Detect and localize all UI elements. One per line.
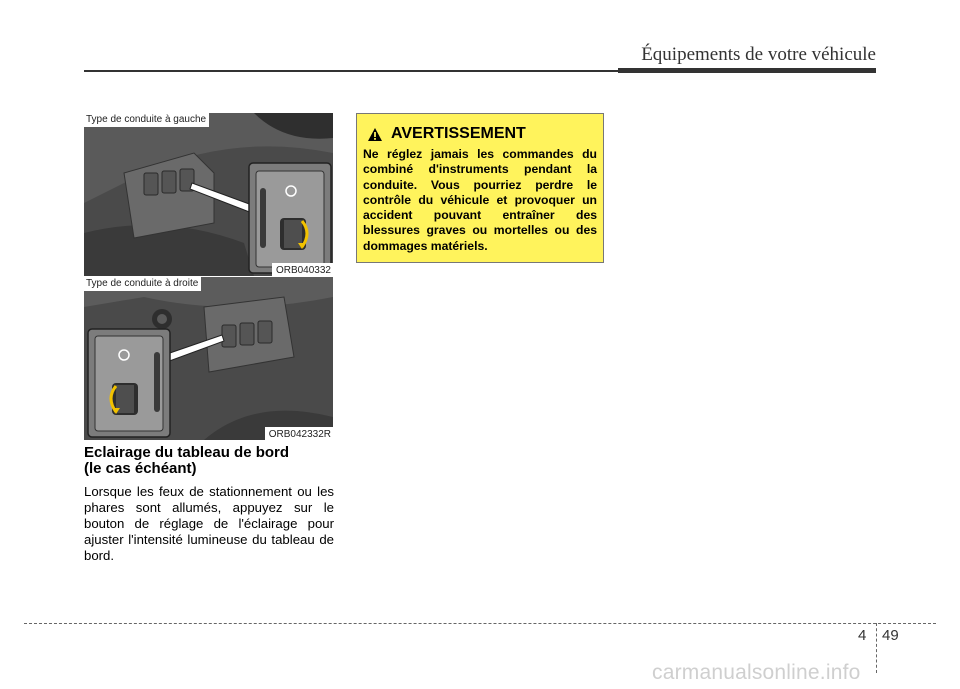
warning-title: AVERTISSEMENT xyxy=(391,125,526,142)
figure-caption: Type de conduite à droite xyxy=(84,277,201,291)
dashboard-photo-right xyxy=(84,277,333,440)
figure-left-hand-drive xyxy=(84,113,333,276)
footer-divider xyxy=(876,623,877,673)
footer-rule xyxy=(24,623,936,624)
section-body: Lorsque les feux de stationnement ou les phares sont allumés, appuyez sur le bouton de réglage de l'éclairage pour ajuster l'intensité lumineuse du tableau de bord. xyxy=(84,484,334,563)
warning-text: Ne réglez jamais les commandes du combiné d'instruments pendant la conduite. Vous pourriez perdre le contrôle du véhicule et provoquer un accident pouvant entraîner des blessures graves ou mortelles ou des dommages matériels. xyxy=(363,147,597,253)
warning-box xyxy=(356,113,604,263)
figure-code: ORB042332R xyxy=(265,427,333,440)
header-title: Équipements de votre véhicule xyxy=(641,44,876,65)
page-number: 49 xyxy=(882,627,899,644)
figure-caption: Type de conduite à gauche xyxy=(84,113,209,127)
section-title-line1: Eclairage du tableau de bord xyxy=(84,444,290,461)
header-rule-accent xyxy=(618,68,876,73)
dashboard-photo-left xyxy=(84,113,333,276)
section-title-line2: (le cas échéant) xyxy=(84,460,197,477)
chapter-number: 4 xyxy=(858,627,867,644)
section-title xyxy=(84,445,344,477)
warning-header xyxy=(367,124,526,144)
warning-triangle-icon xyxy=(367,127,383,142)
figure-code: ORB040332 xyxy=(272,263,333,276)
watermark: carmanualsonline.info xyxy=(652,661,861,684)
figure-right-hand-drive xyxy=(84,277,333,440)
